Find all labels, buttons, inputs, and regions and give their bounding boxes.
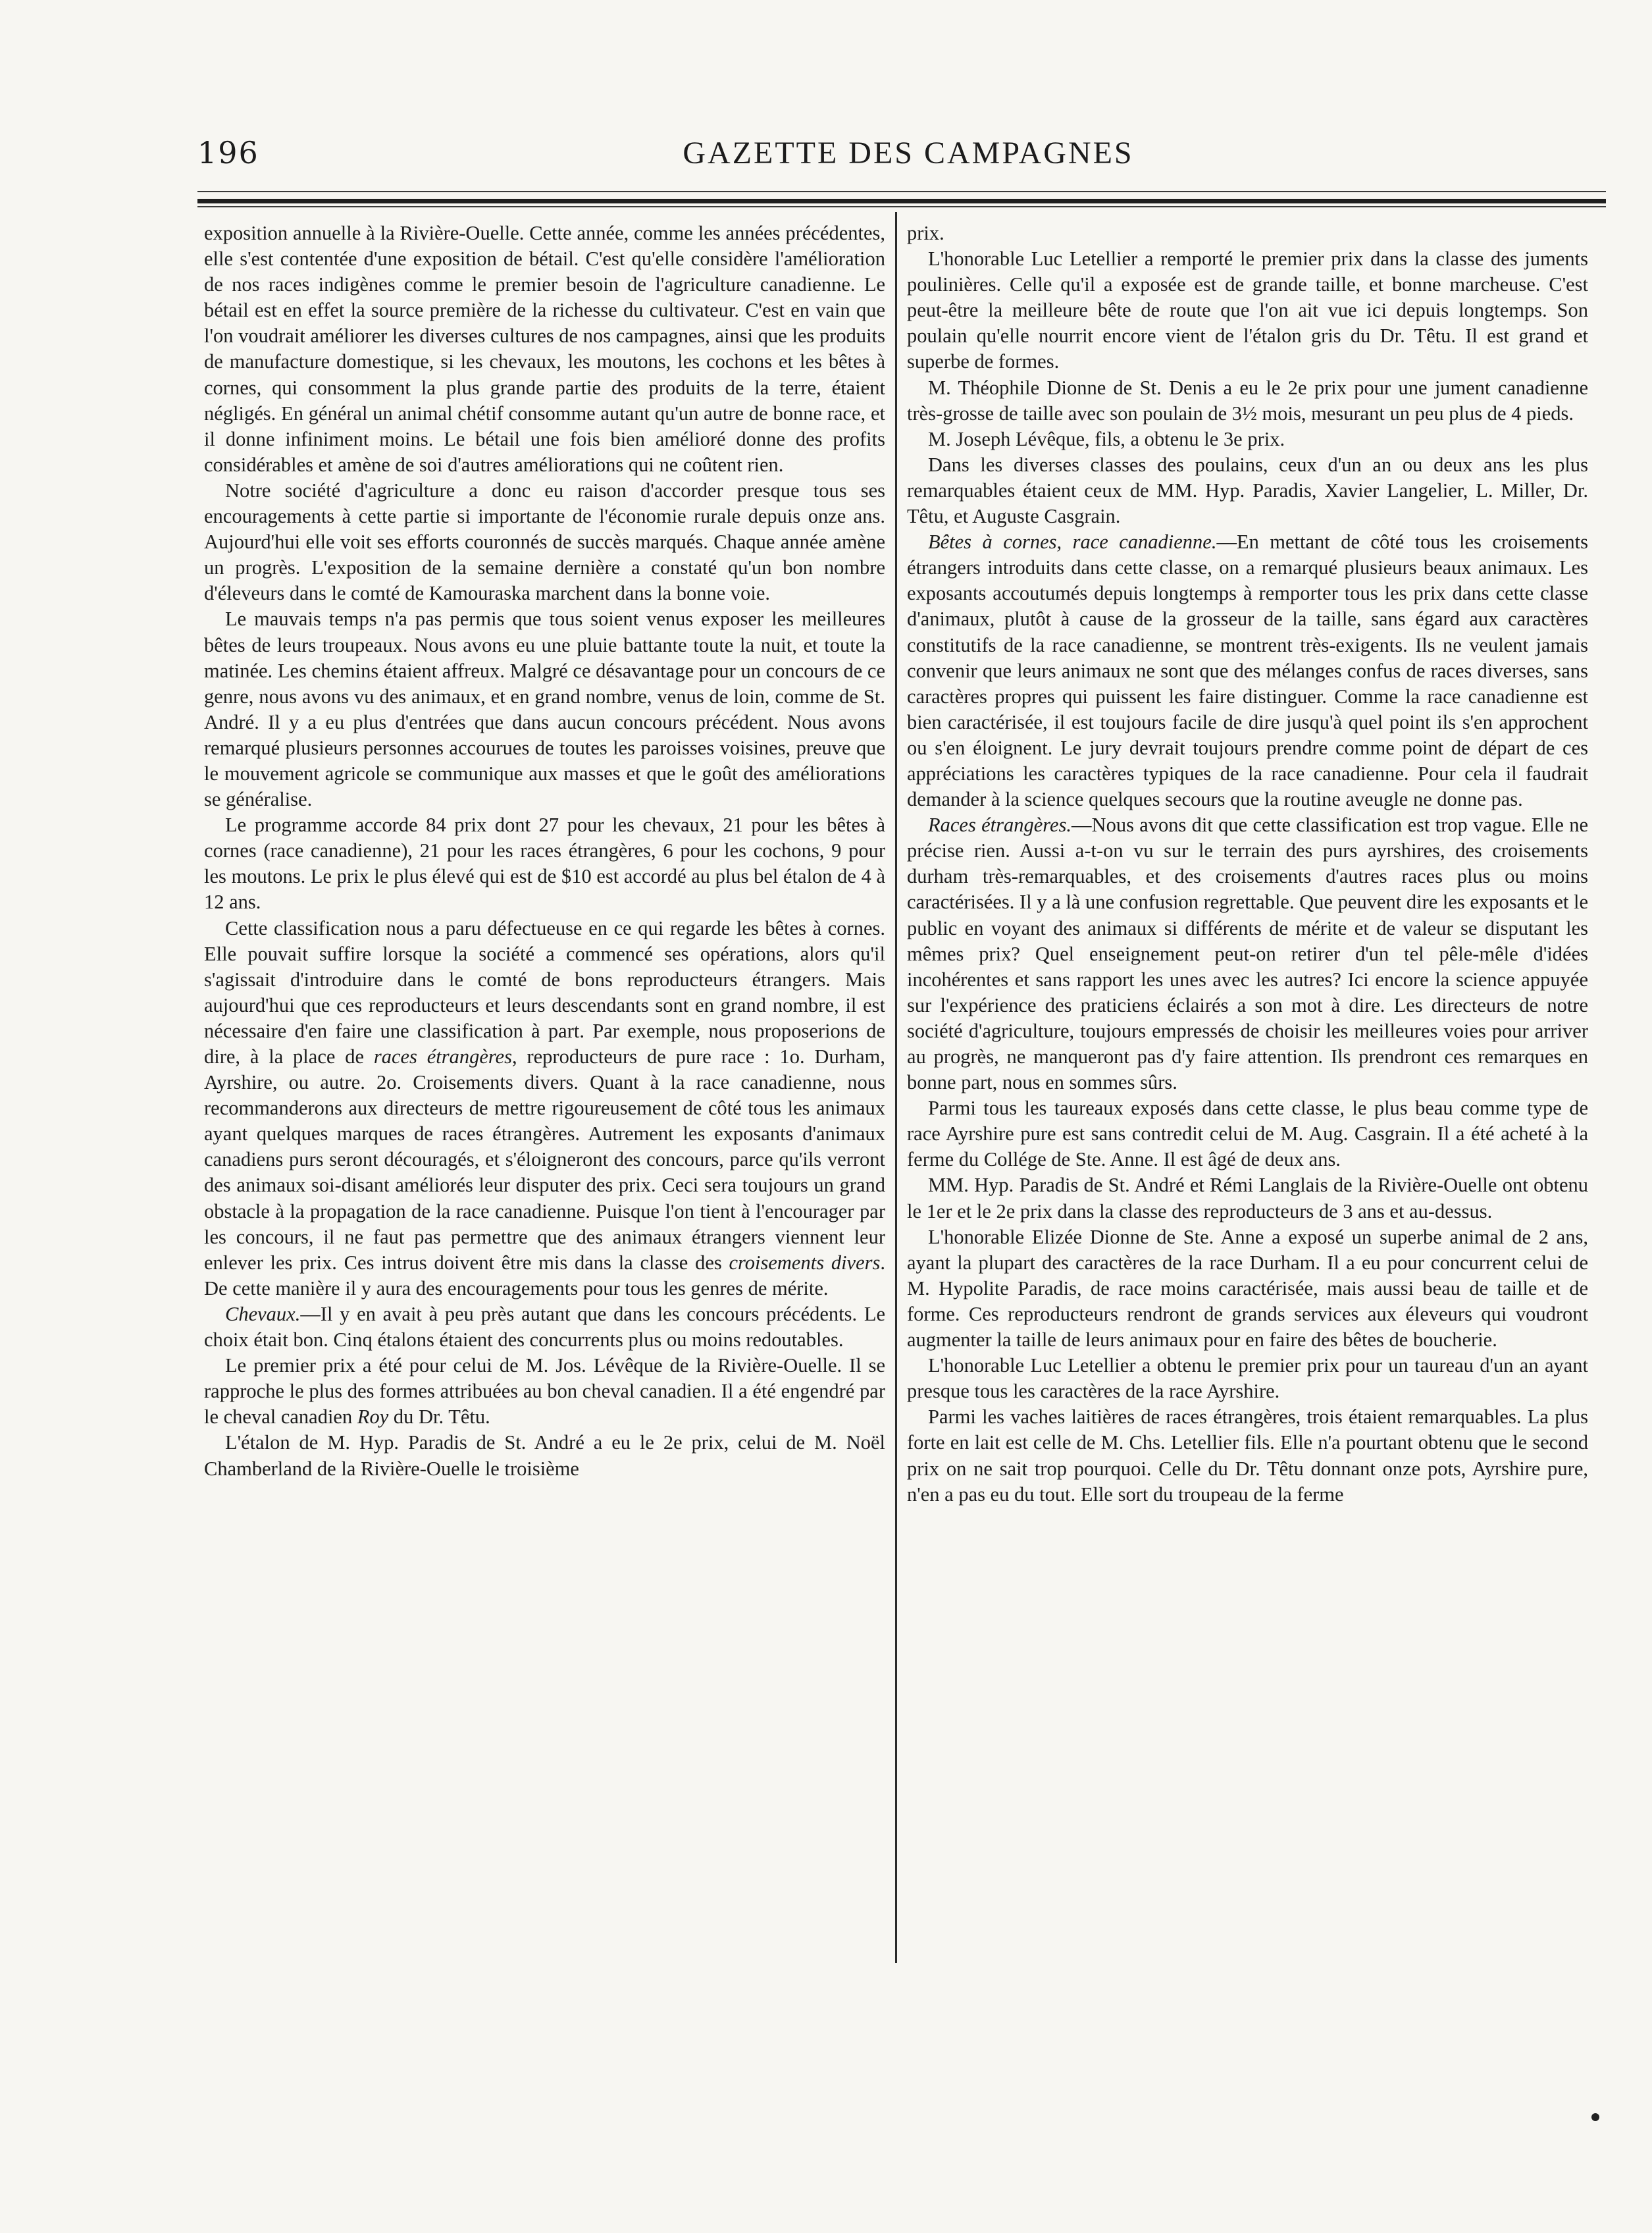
paragraph: exposition annuelle à la Rivière-Ouelle. Cette année, comme les années précédentes, elle s'est contentée d'une exposition de bétail. C'est qu'elle considère l'amélioration de nos races indigènes comme le premier besoin de l'agriculture canadienne. Le bétail est en effet la source première de la richesse du cultivateur. C'est en vain que l'on voudrait améliorer les diverses cultures de nos campagnes, ainsi que les produits de manufacture domestique, si les chevaux, les moutons, les cochons et les bêtes à cornes, qui consomment la plus grande partie des produits de la terre, étaient négligés. En général un animal chétif consomme autant qu'un autre de bonne race, et il donne infiniment moins. Le bétail une fois bien amélioré donne des profits considérables et amène de soi d'autres améliorations qui ne coûtent rien. xyxy=(204,222,885,476)
header-rule-thick xyxy=(197,199,1606,203)
paragraph xyxy=(907,529,1588,812)
journal-title: GAZETTE DES CAMPAGNES xyxy=(683,136,1134,171)
paragraph: MM. Hyp. Paradis de St. André et Rémi Langlais de la Rivière-Ouelle ont obtenu le 1er et le 2e prix dans la classe des reproducteurs de 3 ans et au-dessus. xyxy=(907,1174,1588,1222)
page-number: 196 xyxy=(197,135,259,171)
paragraph xyxy=(204,1353,885,1430)
section-heading: Chevaux. xyxy=(225,1302,301,1325)
text-run: Le premier prix a été pour celui de M. Jos. Lévêque de la Rivière-Ouelle. Il se rapproche le plus des formes attribuées au bon cheval canadien. Il a été engendré par le cheval canadien xyxy=(204,1354,885,1429)
paragraph xyxy=(907,812,1588,1095)
text-run: , reproducteurs de pure race : 1o. Durham, Ayrshire, ou autre. 2o. Croisements divers. Quant à la race canadienne, nous recommanderons aux directeurs de mettre rigoureusement de côté tous les animaux ayant quelques marques de races étrangères. Autrement les exposants d'animaux canadiens purs seront découragés, et s'éloigneront des concours, parce qu'ils verront des animaux soi-disant améliorés leur disputer des prix. Ceci sera toujours un grand obstacle à la propagation de la race canadienne. Puisque l'on tient à l'encourager par les concours, il ne faut pas permettre que des animaux étrangers viennent leur enlever les prix. Ces intrus doivent être mis dans la classe des xyxy=(204,1045,885,1274)
paragraph: L'étalon de M. Hyp. Paradis de St. André a eu le 2e prix, celui de M. Noël Chamberland de la Rivière-Ouelle le troisième xyxy=(204,1431,885,1480)
ink-dot xyxy=(1591,2113,1599,2121)
paragraph: Le programme accorde 84 prix dont 27 pour les chevaux, 21 pour les bêtes à cornes (race canadienne), 21 pour les races étrangères, 6 pour les cochons, 9 pour les moutons. Le prix le plus élevé qui est de $10 est accordé au plus bel étalon de 4 à 12 ans. xyxy=(204,814,886,914)
italic-run: Roy xyxy=(357,1405,389,1429)
paragraph: L'honorable Elizée Dionne de Ste. Anne a exposé un superbe animal de 2 ans, ayant la plupart des caractères de la race Durham. Il a eu pour concurrent celui de M. Hypolite Paradis, de race moins caractérisée, mais aussi beau de taille et de forme. Ces reproducteurs rendront de grands services aux éleveurs qui voudront augmenter la taille de leurs animaux pour en faire des bêtes de boucherie. xyxy=(907,1225,1588,1352)
column-divider xyxy=(895,212,897,1963)
paragraph: M. Théophile Dionne de St. Denis a eu le 2e prix pour une jument canadienne très-grosse de taille avec son poulain de 3½ mois, mesurant un peu plus de 4 pieds. xyxy=(907,376,1588,425)
paragraph: Parmi tous les taureaux exposés dans cette classe, le plus beau comme type de race Ayrshire pure est sans contredit celui de M. Aug. Casgrain. Il a été acheté à la ferme du Collége de Ste. Anne. Il est âgé de deux ans. xyxy=(907,1097,1588,1171)
italic-run: races étrangères xyxy=(373,1045,513,1068)
paragraph: L'honorable Luc Letellier a obtenu le premier prix pour un taureau d'un an ayant presque tous les caractères de la race Ayrshire. xyxy=(907,1354,1588,1403)
section-heading: Races étrangères. xyxy=(928,814,1072,837)
paragraph: Notre société d'agriculture a donc eu raison d'accorder presque tous ses encouragements à cette partie si importante de l'économie rurale depuis onze ans. Aujourd'hui elle voit ses efforts couronnés de succès marqués. Chaque année amène un progrès. L'exposition de la semaine dernière a constaté qu'un bon nombre d'éleveurs dans le comté de Kamouraska marchent dans la bonne voie. xyxy=(204,479,885,605)
left-column xyxy=(204,221,885,1482)
page-header xyxy=(197,135,1619,181)
paragraph: Le mauvais temps n'a pas permis que tous soient venus exposer les meilleures bêtes de leurs troupeaux. Nous avons eu une pluie battante toute la nuit, et toute la matinée. Les chemins étaient affreux. Malgré ce désavantage pour un concours de ce genre, nous avons vu des animaux, et en grand nombre, venus de loin, comme de St. André. Il y a eu plus d'entrées que dans aucun concours précédent. Nous avons remarqué plusieurs personnes accourues de toutes les paroisses voisines, preuve que le mouvement agricole se communique aux masses et que le goût des améliorations se généralise. xyxy=(204,608,885,811)
section-heading: Bêtes à cornes, race canadienne. xyxy=(928,531,1217,554)
header-rule-top xyxy=(197,191,1606,192)
paragraph: Parmi les vaches laitières de races étrangères, trois étaient remarquables. La plus forte en lait est celle de M. Chs. Letellier fils. Elle n'a pourtant obtenu que le second prix on ne sait trop pourquoi. Celle du Dr. Têtu donnant onze pots, Ayrshire pure, n'en a pas eu du tout. Elle sort du troupeau de la ferme xyxy=(907,1405,1588,1506)
paragraph: M. Joseph Lévêque, fils, a obtenu le 3e prix. xyxy=(928,427,1285,450)
paragraph: L'honorable Luc Letellier a remporté le premier prix dans la classe des juments poulinières. Celle qu'il a exposée est de grande taille, et bonne marcheuse. C'est peut-être la meilleure bête de route que l'on ait vue ici depuis longtemps. Son poulain qu'elle nourrit encore vient de l'étalon gris du Dr. Têtu. Il est grand et superbe de formes. xyxy=(907,248,1588,373)
paragraph xyxy=(204,916,885,1301)
text-run: du Dr. Têtu. xyxy=(388,1405,490,1429)
text-run: Cette classification nous a paru défectueuse en ce qui regarde les bêtes à cornes. Elle pouvait suffire lorsque la société a commencé ses opérations, alors qu'il s'agissait d'introduire dans le comté de bons reproducteurs étrangers. Mais aujourd'hui que ces reproducteurs et leurs descendants sont en grand nombre, il est nécessaire d'en faire une classification à part. Par exemple, nous proposerions de dire, à la place de xyxy=(204,916,885,1068)
right-column xyxy=(907,221,1588,1508)
text-run: —Nous avons dit que cette classification est trop vague. Elle ne précise rien. Aussi a-t-on vu sur le terrain des purs ayrshires, des croisements durham très-remarquables, et des croisements d'autres races plus ou moins caractérisées. Il y a là une confusion regrettable. Que peuvent dire les exposants et le public en voyant des animaux si différents de mérite et de valeur se disputant les mêmes prix? Quel enseignement peut-on retirer d'un tel pêle-mêle d'idées incohérentes et sans rapport les unes avec les autres? Ici encore la science appuyée sur l'expérience des praticiens éclairés a son mot à dire. Les directeurs de notre société d'agriculture, toujours empressés de choisir les meilleures voies pour arriver au progrès, ne manqueront pas d'y faire attention. Ils prendront ces remarques en bonne part, nous en sommes sûrs. xyxy=(907,814,1588,1094)
text-run: —En mettant de côté tous les croisements étrangers introduits dans cette classe, on a remarqué plusieurs beaux animaux. Les exposants accoutumés depuis longtemps à remporter tous les prix dans cette classe d'animaux, plutôt à cause de la grosseur de la taille, sans égard aux caractères constitutifs de la race canadienne, se montrent très-exigents. Ils ne veulent jamais convenir que leurs animaux ne sont que des mélanges confus de races diverses, sans caractères propres qui puissent les faire distinguer. Comme la race canadienne est bien caractérisée, il est toujours facile de dire jusqu'à quel point ils s'en approchent ou s'en éloignent. Le jury devrait toujours prendre comme point de départ de ces appréciations les caractères typiques de la race canadienne. Pour cela il faudrait demander à la science quelques secours que la routine aveugle ne donne pas. xyxy=(907,531,1588,811)
text-run: . De cette manière il y aura des encouragements pour tous les genres de mérite. xyxy=(204,1251,885,1300)
text-run: —Il y en avait à peu près autant que dans les concours précédents. Le choix était bon. Cinq étalons étaient des concurrents plus ou moins redoutables. xyxy=(204,1302,885,1352)
paragraph: Dans les diverses classes des poulains, ceux d'un an ou deux ans les plus remarquables étaient ceux de MM. Hyp. Paradis, Xavier Langelier, L. Miller, Dr. Têtu, et Auguste Casgrain. xyxy=(907,453,1588,528)
paragraph: prix. xyxy=(907,222,944,244)
header-rule-bottom xyxy=(197,206,1606,207)
paragraph xyxy=(204,1301,885,1353)
italic-run: croisements divers xyxy=(729,1251,881,1274)
